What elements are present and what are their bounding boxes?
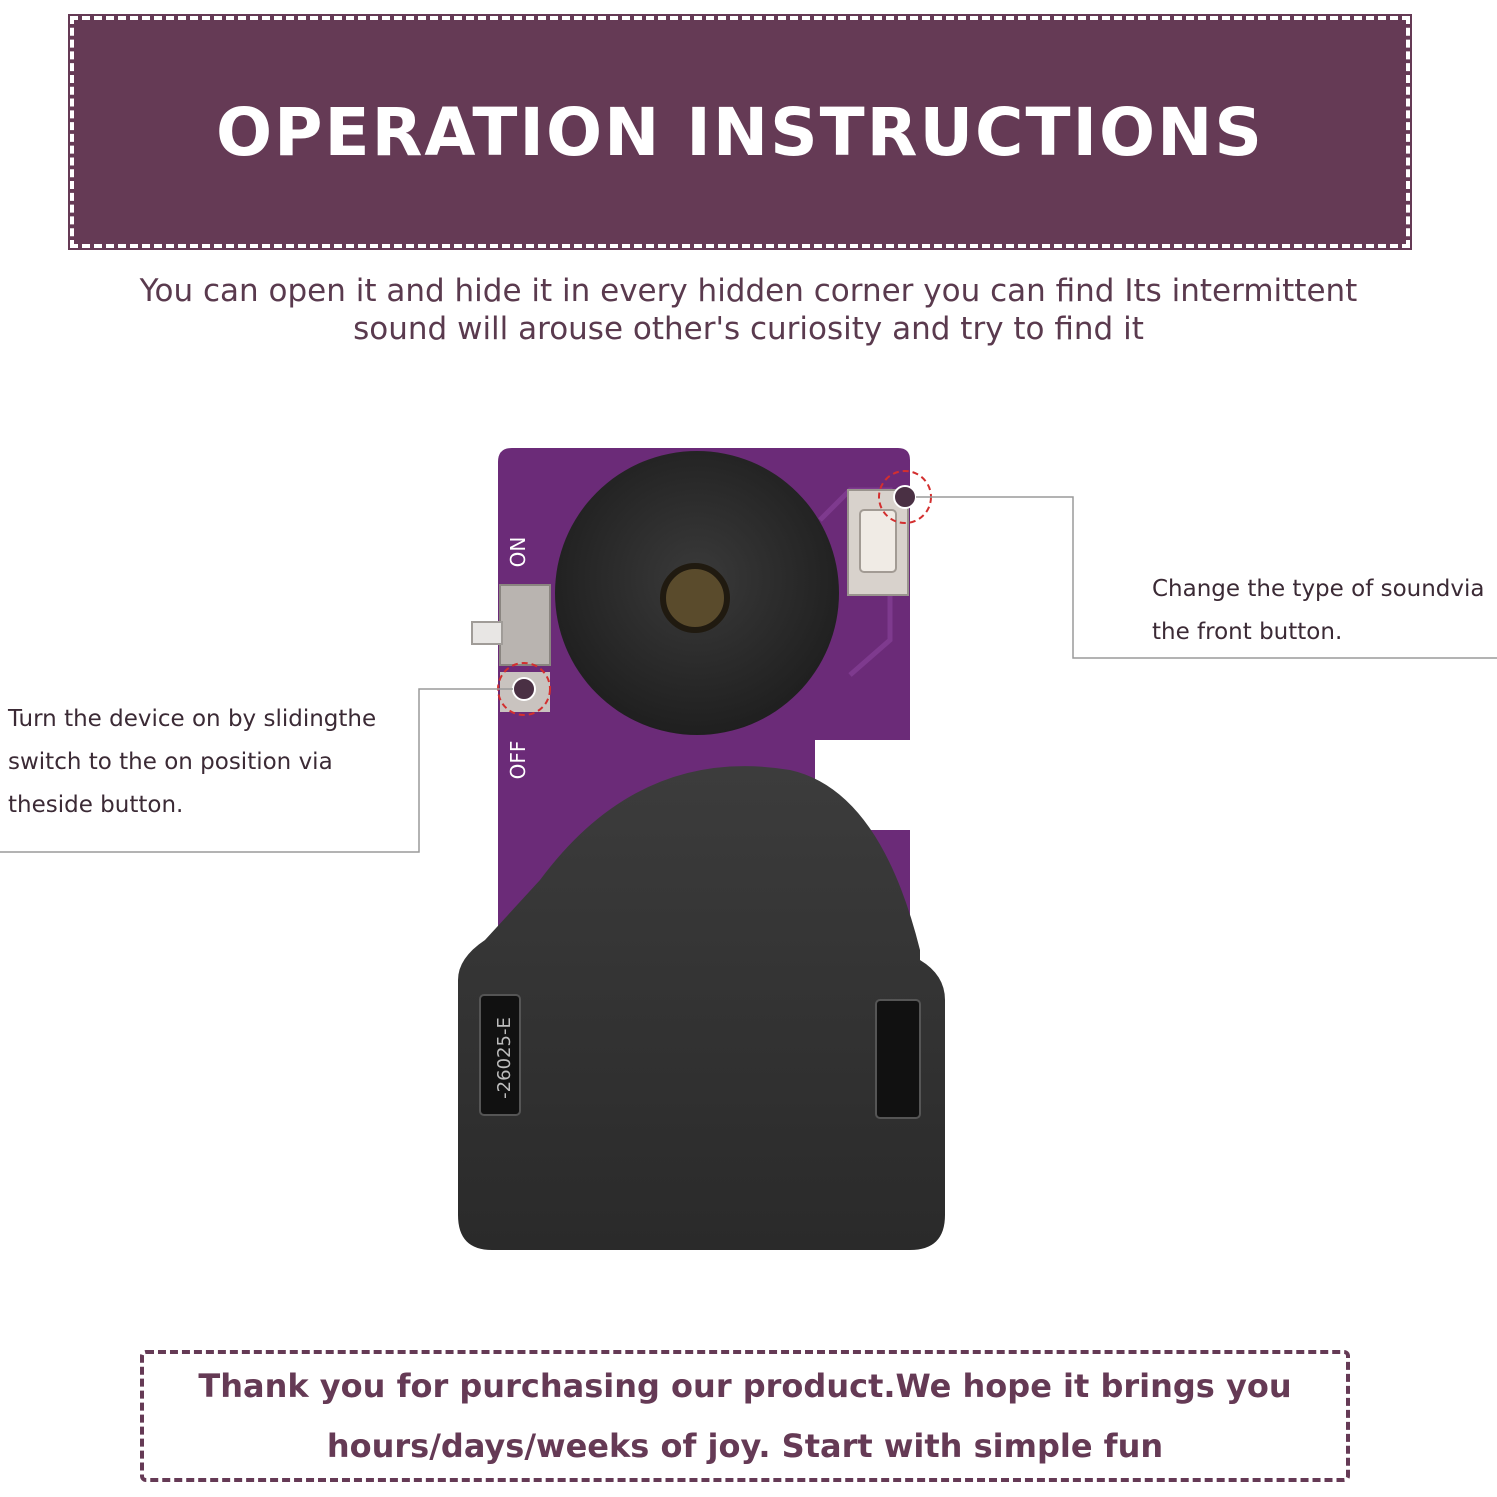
buzzer-hole	[663, 566, 727, 630]
front-button-callout-line-1: Change the type of soundvia	[1152, 576, 1485, 602]
front-button-callout-line-2: the front button.	[1152, 619, 1343, 645]
thank-you-line-2: hours/days/weeks of joy. Start with simple fun	[326, 1427, 1164, 1465]
slide-switch-body	[500, 585, 550, 665]
side-switch-callout-line-3: theside button.	[8, 792, 184, 818]
battery-marking: -26025-E	[494, 1017, 515, 1099]
front-button-callout	[1152, 568, 1492, 654]
side-switch-callout-line-2: switch to the on position via	[8, 749, 333, 775]
side-switch-callout	[8, 698, 408, 827]
side-switch-marker-dot	[513, 678, 535, 700]
page-title: OPERATION INSTRUCTIONS	[216, 93, 1264, 171]
intro-line-1: You can open it and hide it in every hidden corner you can find Its intermittent	[139, 273, 1358, 309]
front-button-marker-dot	[894, 486, 916, 508]
battery-clip-right	[876, 1000, 920, 1118]
thank-you-box	[140, 1350, 1350, 1482]
thank-you-line-1: Thank you for purchasing our product.We hope it brings you	[198, 1367, 1292, 1405]
switch-off-label: OFF	[506, 740, 530, 780]
switch-on-label: ON	[506, 536, 530, 568]
slide-switch-knob	[472, 622, 502, 644]
side-switch-callout-line-1: Turn the device on by slidingthe	[8, 706, 377, 732]
intro-line-2: sound will arouse other's curiosity and try to find it	[353, 311, 1144, 347]
